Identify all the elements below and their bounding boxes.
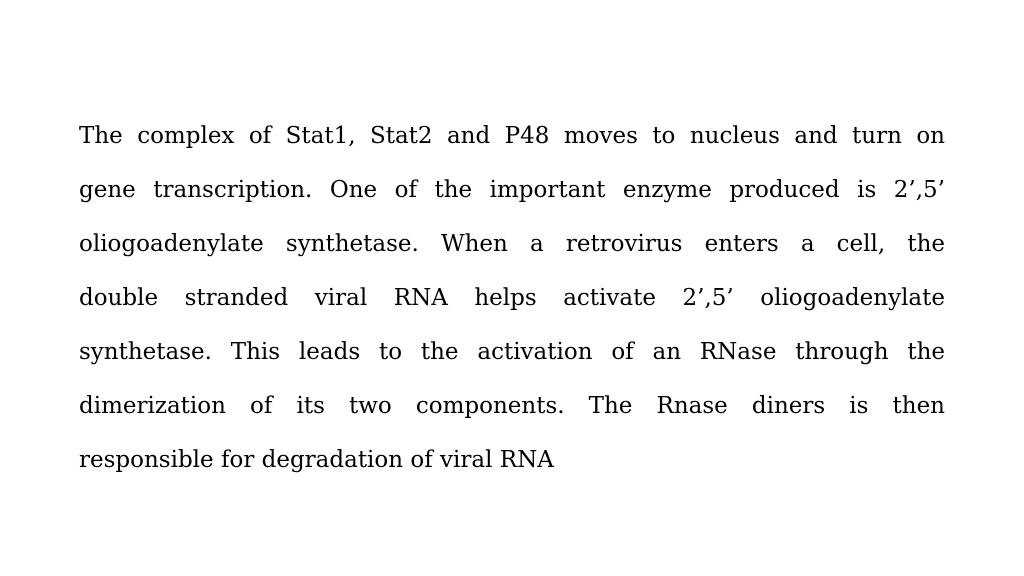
body-line-1: The complex of Stat1, Stat2 and P48 moves to nucleus and turn on (79, 123, 945, 149)
body-line-5: synthetase. This leads to the activation of an RNase through the (79, 339, 945, 365)
body-line-6: dimerization of its two components. The Rnase diners is then (79, 393, 945, 419)
body-line-7: responsible for degradation of viral RNA (79, 447, 554, 473)
body-paragraph (79, 109, 945, 487)
body-line-4: double stranded viral RNA helps activate 2’,5’ oliogoadenylate (79, 285, 945, 311)
body-line-3: oliogoadenylate synthetase. When a retrovirus enters a cell, the (79, 231, 945, 257)
body-line-2: gene transcription. One of the important enzyme produced is 2’,5’ (79, 177, 945, 203)
